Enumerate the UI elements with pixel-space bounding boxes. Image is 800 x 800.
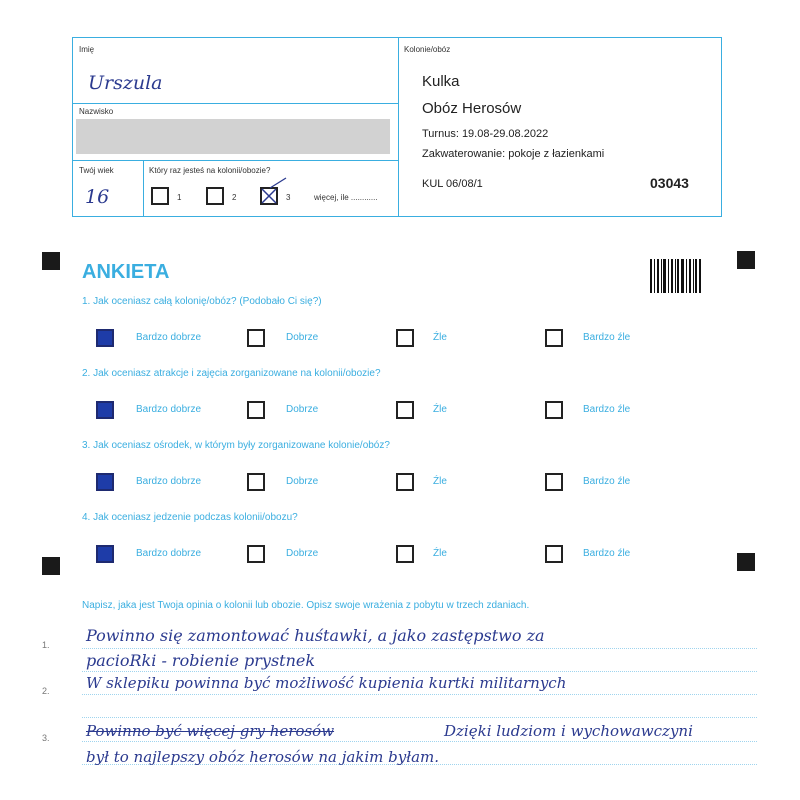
survey-title: ANKIETA bbox=[82, 261, 170, 283]
q4-checkbox-bardzo-zle[interactable] bbox=[545, 545, 563, 563]
opinion-number-3: 3. bbox=[42, 733, 50, 743]
q2-option-bardzo-zle: Bardzo źle bbox=[583, 404, 631, 415]
zakwaterowanie: Zakwaterowanie: pokoje z łazienkami bbox=[422, 148, 605, 160]
q1-checkbox-dobrze[interactable] bbox=[247, 329, 265, 347]
q1-option-bardzo-dobrze: Bardzo dobrze bbox=[136, 332, 202, 343]
checkmark-stroke-icon bbox=[268, 176, 290, 190]
colony-label: Kolonie/obóz bbox=[404, 45, 451, 54]
nazwisko-label: Nazwisko bbox=[79, 107, 114, 116]
colony-code: KUL 06/08/1 bbox=[422, 178, 483, 190]
q3-option-zle: Źle bbox=[433, 476, 447, 487]
opinion-number-1: 1. bbox=[42, 640, 50, 650]
opinion-line-5: był to najlepszy obóz herosów na jakim byłam. bbox=[86, 748, 440, 766]
ktory-raz-checkbox-2[interactable] bbox=[206, 187, 224, 205]
imie-value: Urszula bbox=[88, 72, 163, 94]
q3-option-bardzo-dobrze: Bardzo dobrze bbox=[136, 476, 202, 487]
wiek-value: 16 bbox=[85, 186, 110, 208]
registration-marker bbox=[737, 251, 755, 269]
q3-checkbox-bardzo-zle[interactable] bbox=[545, 473, 563, 491]
q1-option-bardzo-zle: Bardzo źle bbox=[583, 332, 631, 343]
registration-marker bbox=[42, 252, 60, 270]
q3-checkbox-zle[interactable] bbox=[396, 473, 414, 491]
question-3: 3. Jak oceniasz ośrodek, w którym były zorganizowane kolonie/obóz? bbox=[82, 440, 390, 451]
q4-option-bardzo-zle: Bardzo źle bbox=[583, 548, 631, 559]
nazwisko-redacted-field bbox=[76, 119, 390, 154]
q1-option-zle: Źle bbox=[433, 332, 447, 343]
camp-name: Obóz Herosów bbox=[422, 100, 522, 117]
imie-label: Imię bbox=[79, 45, 95, 54]
q1-checkbox-bardzo-zle[interactable] bbox=[545, 329, 563, 347]
opinion-line-1: Powinno się zamontować huśtawki, a jako zastępstwo za bbox=[86, 626, 545, 645]
q2-option-dobrze: Dobrze bbox=[286, 404, 319, 415]
q2-option-bardzo-dobrze: Bardzo dobrze bbox=[136, 404, 202, 415]
opinion-line-4: Dzięki ludziom i wychowawczyni bbox=[444, 722, 693, 740]
turnus: Turnus: 19.08-29.08.2022 bbox=[422, 128, 549, 140]
opinion-line-3: W sklepiku powinna być możliwość kupienia kurtki militarnych bbox=[86, 674, 567, 692]
q2-option-zle: Źle bbox=[433, 404, 447, 415]
ktory-raz-option-3: 3 bbox=[286, 193, 291, 202]
registration-marker bbox=[42, 557, 60, 575]
q4-checkbox-dobrze[interactable] bbox=[247, 545, 265, 563]
q4-checkbox-bardzo-dobrze[interactable] bbox=[96, 545, 114, 563]
wiecej-label: więcej, ile ............ bbox=[314, 193, 378, 202]
q4-checkbox-zle[interactable] bbox=[396, 545, 414, 563]
ktory-raz-label: Który raz jesteś na kolonii/obozie? bbox=[149, 166, 271, 175]
q4-option-dobrze: Dobrze bbox=[286, 548, 319, 559]
question-4: 4. Jak oceniasz jedzenie podczas kolonii/obozu? bbox=[82, 512, 298, 523]
opinion-line-4-crossed: Powinno być więcej gry herosów bbox=[86, 722, 335, 740]
colony-name: Kulka bbox=[422, 73, 460, 90]
q4-option-bardzo-dobrze: Bardzo dobrze bbox=[136, 548, 202, 559]
ktory-raz-checkbox-1[interactable] bbox=[151, 187, 169, 205]
ktory-raz-option-2: 2 bbox=[232, 193, 237, 202]
q3-option-dobrze: Dobrze bbox=[286, 476, 319, 487]
question-1: 1. Jak oceniasz całą kolonię/obóz? (Podobało Ci się?) bbox=[82, 296, 322, 307]
q2-checkbox-dobrze[interactable] bbox=[247, 401, 265, 419]
registration-marker bbox=[737, 553, 755, 571]
barcode bbox=[650, 259, 702, 293]
wiek-label: Twój wiek bbox=[79, 166, 114, 175]
q3-option-bardzo-zle: Bardzo źle bbox=[583, 476, 631, 487]
opinion-line-2: pacioRki - robienie prystnek bbox=[86, 651, 316, 670]
q1-option-dobrze: Dobrze bbox=[286, 332, 319, 343]
q3-checkbox-bardzo-dobrze[interactable] bbox=[96, 473, 114, 491]
question-2: 2. Jak oceniasz atrakcje i zajęcia zorganizowane na kolonii/obozie? bbox=[82, 368, 381, 379]
ktory-raz-option-1: 1 bbox=[177, 193, 182, 202]
q2-checkbox-zle[interactable] bbox=[396, 401, 414, 419]
form-number: 03043 bbox=[650, 175, 689, 191]
opinion-prompt: Napisz, jaka jest Twoja opinia o kolonii lub obozie. Opisz swoje wrażenia z pobytu w trzech zdaniach. bbox=[82, 600, 530, 611]
q2-checkbox-bardzo-zle[interactable] bbox=[545, 401, 563, 419]
opinion-number-2: 2. bbox=[42, 686, 50, 696]
q3-checkbox-dobrze[interactable] bbox=[247, 473, 265, 491]
q1-checkbox-bardzo-dobrze[interactable] bbox=[96, 329, 114, 347]
q2-checkbox-bardzo-dobrze[interactable] bbox=[96, 401, 114, 419]
q1-checkbox-zle[interactable] bbox=[396, 329, 414, 347]
q4-option-zle: Źle bbox=[433, 548, 447, 559]
